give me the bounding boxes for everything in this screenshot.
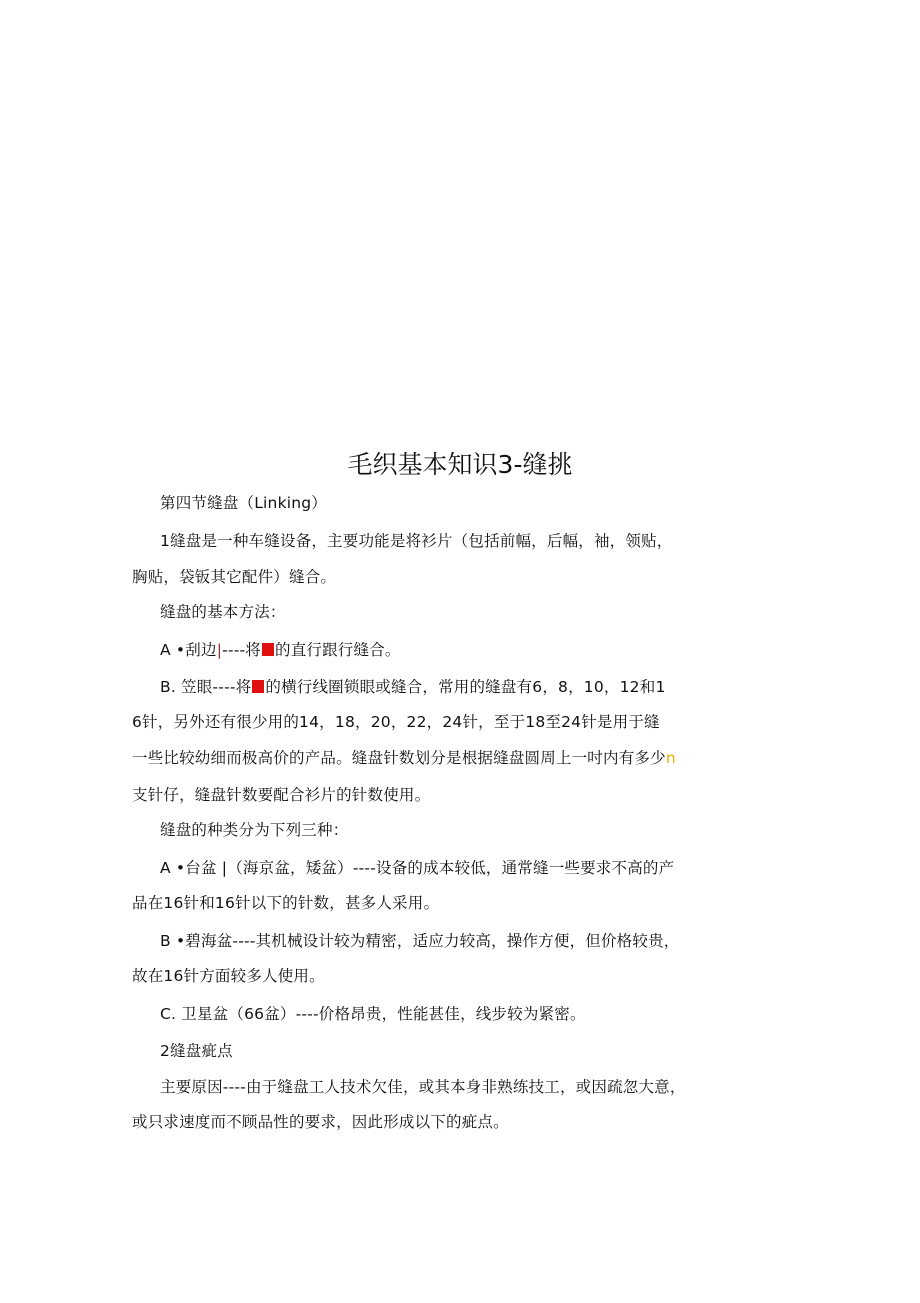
paragraph-line: 胸贴，袋钣其它配件）缝合。 bbox=[132, 568, 337, 586]
paragraph-line bbox=[160, 676, 666, 698]
text-span: B. 笠眼----将 bbox=[160, 678, 252, 696]
text-span: A •刮边 bbox=[160, 641, 217, 659]
text-span: 的横行线圈锁眼或缝合，常用的缝盘有6，8，10，12和1 bbox=[265, 678, 666, 696]
red-marker-icon bbox=[262, 643, 274, 656]
paragraph-line: 1缝盘是一种车缝设备，主要功能是将衫片（包括前幅，后幅，袖，领贴， bbox=[160, 532, 673, 550]
paragraph-line bbox=[160, 639, 401, 661]
paragraph-line bbox=[132, 747, 676, 769]
paragraph-line: 缝盘的基本方法： bbox=[160, 603, 286, 621]
paragraph-line: 主要原因----由于缝盘工人技术欠佳，或其本身非熟练技工，或因疏忽大意， bbox=[160, 1078, 686, 1096]
text-span: ----将 bbox=[222, 641, 261, 659]
red-marker-icon bbox=[252, 680, 264, 693]
document-title: 毛织基本知识3-缝挑 bbox=[347, 450, 573, 479]
paragraph-line: A •台盆 |（海京盆，矮盆）----设备的成本较低，通常缝一些要求不高的产 bbox=[160, 859, 675, 877]
paragraph-line: 故在16针方面较多人使用。 bbox=[132, 967, 325, 985]
paragraph-line: 或只求速度而不顾品性的要求，因此形成以下的疵点。 bbox=[132, 1113, 509, 1131]
text-span: 一些比较幼细而极高价的产品。缝盘针数划分是根据缝盘圆周上一吋内有多少 bbox=[132, 749, 666, 767]
paragraph-line: 缝盘的种类分为下列三种： bbox=[160, 821, 349, 839]
text-span: 的直行跟行缝合。 bbox=[275, 641, 401, 659]
text-span: n bbox=[665, 749, 676, 767]
paragraph-line: B •碧海盆----其机械设计较为精密，适应力较高，操作方便，但价格较贵， bbox=[160, 932, 680, 950]
paragraph-line: 支针仔，缝盘针数要配合衫片的针数使用。 bbox=[132, 786, 431, 804]
paragraph-line: 品在16针和16针以下的针数，甚多人采用。 bbox=[132, 894, 440, 912]
section-heading: 第四节缝盘（Linking） bbox=[160, 494, 328, 512]
text-span: | bbox=[216, 641, 223, 659]
paragraph-line: C. 卫星盆（66盆）----价格昂贵，性能甚佳，线步较为紧密。 bbox=[160, 1005, 586, 1023]
subsection-heading: 2缝盘疵点 bbox=[160, 1042, 233, 1060]
paragraph-line: 6针，另外还有很少用的14，18，20，22，24针，至于18至24针是用于缝 bbox=[132, 713, 660, 731]
